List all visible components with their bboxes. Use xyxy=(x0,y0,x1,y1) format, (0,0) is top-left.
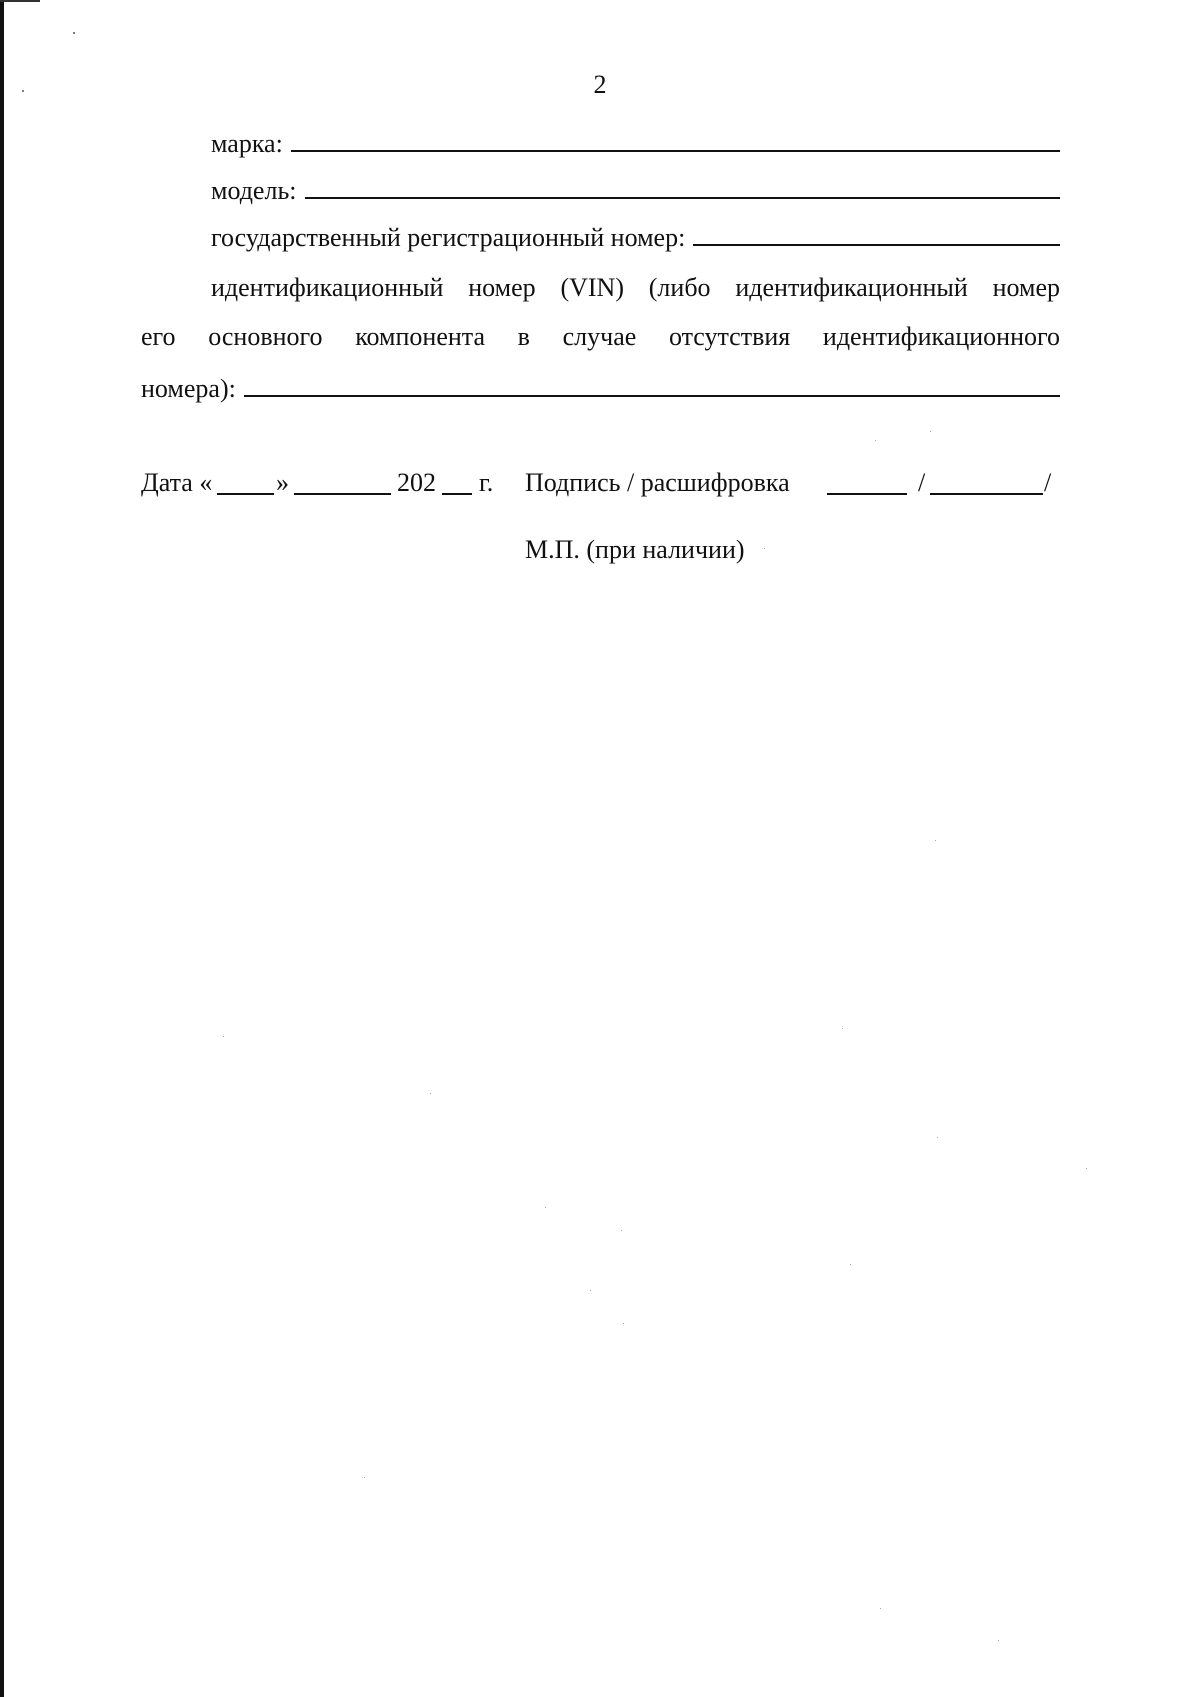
year-suffix: г. xyxy=(479,468,494,497)
signature-slash-end: / xyxy=(1044,468,1052,497)
vin-text-line-2: его основного компонента в случае отсутствия идентификационного xyxy=(141,322,1060,351)
year-blank-line[interactable] xyxy=(442,493,472,495)
scan-speck xyxy=(842,1028,843,1029)
day-blank-line[interactable] xyxy=(217,493,274,495)
year-prefix: 202 xyxy=(397,468,436,497)
reg-number-blank-line[interactable] xyxy=(693,222,1060,246)
scan-speck xyxy=(875,440,876,441)
date-label: Дата « xyxy=(141,468,213,497)
signature-blank-line[interactable] xyxy=(827,493,907,495)
date-signature-row xyxy=(141,468,1060,502)
scan-speck xyxy=(430,1093,431,1094)
scan-speck xyxy=(935,840,936,841)
decoding-blank-line[interactable] xyxy=(930,493,1043,495)
brand-blank-line[interactable] xyxy=(291,128,1060,152)
signature-slash-middle: / xyxy=(918,468,926,497)
scan-speck xyxy=(850,1264,851,1265)
scan-speck xyxy=(223,1036,224,1037)
month-blank-line[interactable] xyxy=(294,493,391,495)
brand-field xyxy=(211,128,1060,159)
page-number: 2 xyxy=(593,70,607,99)
vin-label: номера): xyxy=(141,374,236,403)
scan-left-edge xyxy=(0,0,4,1697)
scan-speck xyxy=(880,1608,881,1609)
date-quote-close: » xyxy=(276,468,289,497)
model-field xyxy=(211,175,1060,206)
scan-speck xyxy=(621,1230,622,1231)
model-label: модель: xyxy=(211,176,297,205)
scan-speck xyxy=(764,548,765,549)
scan-speck xyxy=(623,1323,624,1324)
scan-speck xyxy=(73,32,75,34)
scan-speck xyxy=(1086,1168,1087,1169)
vin-blank-line[interactable] xyxy=(244,373,1060,397)
reg-number-label: государственный регистрационный номер: xyxy=(211,223,686,252)
reg-number-field xyxy=(211,222,1060,253)
seal-note: М.П. (при наличии) xyxy=(525,535,745,564)
scan-speck xyxy=(998,1640,999,1641)
signature-label: Подпись / расшифровка xyxy=(525,468,790,497)
scan-speck xyxy=(364,1477,365,1478)
scan-speck xyxy=(545,1207,546,1208)
scan-speck xyxy=(590,1290,591,1291)
scan-top-edge xyxy=(0,0,40,2)
scan-speck xyxy=(930,431,931,432)
scan-speck xyxy=(937,1137,938,1138)
vin-field xyxy=(141,373,1060,404)
brand-label: марка: xyxy=(211,129,283,158)
model-blank-line[interactable] xyxy=(305,175,1060,199)
vin-text-line-1: идентификационный номер (VIN) (либо идентификационный номер xyxy=(211,273,1060,302)
